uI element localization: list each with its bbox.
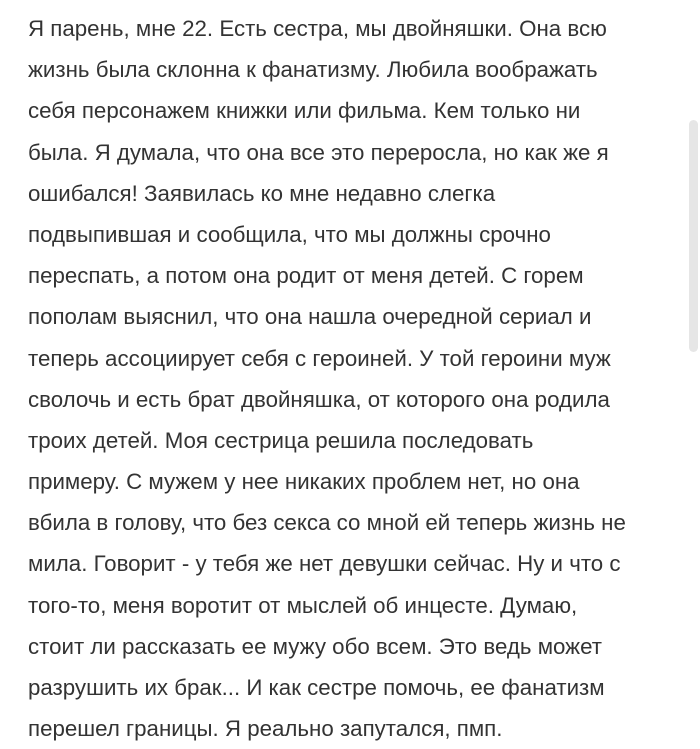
story-line: перешел границы. Я реально запутался, пмп.: [28, 716, 503, 742]
story-line: жизнь была склонна к фанатизму. Любила воображать: [28, 57, 598, 83]
story-line: примеру. С мужем у нее никаких проблем нет, но она: [28, 469, 580, 495]
story-line: ошибался! Заявилась ко мне недавно слегка: [28, 180, 496, 206]
story-line: вбила в голову, что без секса со мной ей теперь жизнь не: [28, 510, 626, 536]
story-text: [28, 0, 688, 749]
story-line: была. Я думала, что она все это переросла, но как же я: [28, 139, 609, 165]
story-line: мила. Говорит - у тебя же нет девушки сейчас. Ну и что с: [28, 551, 621, 577]
story-line: подвыпившая и сообщила, что мы должны срочно: [28, 221, 551, 247]
story-line: Я парень, мне 22. Есть сестра, мы двойняшки. Она всю: [28, 16, 607, 41]
story-line: стоит ли рассказать ее мужу обо всем. Это ведь может: [28, 633, 602, 659]
story-line: себя персонажем книжки или фильма. Кем только ни: [28, 98, 581, 124]
story-line: теперь ассоциирует себя с героиней. У той героини муж: [28, 345, 611, 371]
scrollbar-thumb[interactable]: [689, 120, 698, 352]
story-line: разрушить их брак... И как сестре помочь, ее фанатизм: [28, 675, 605, 700]
story-line: переспать, а потом она родит от меня детей. С горем: [28, 263, 584, 289]
story-line: сволочь и есть брат двойняшка, от которого она родила: [28, 386, 610, 412]
story-line: пополам выяснил, что она нашла очередной сериал и: [28, 304, 592, 330]
story-line: того-то, меня воротит от мыслей об инцесте. Думаю,: [28, 592, 578, 618]
story-line: троих детей. Моя сестрица решила последовать: [28, 427, 534, 453]
